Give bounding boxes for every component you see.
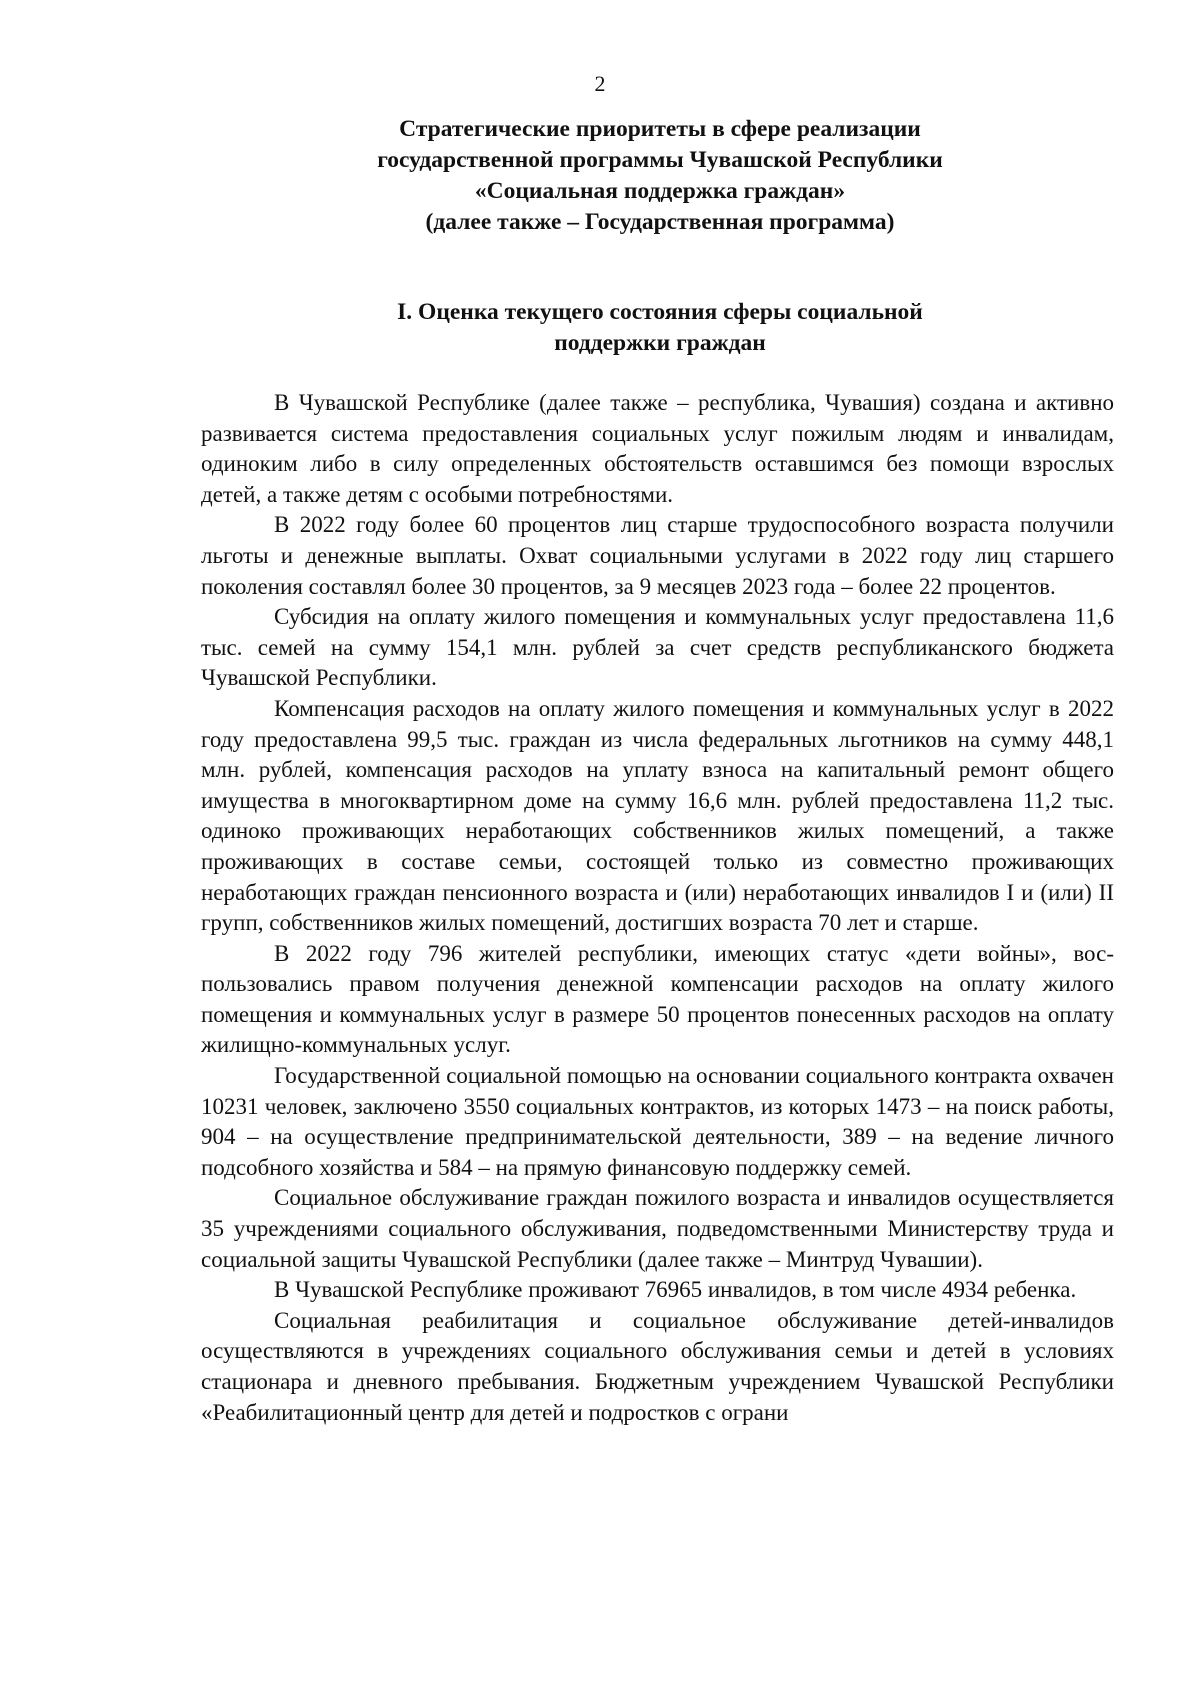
paragraph: Государственной социальной помощью на основании социального контракта охвачен 10231 человек, заключено 3550 социальных контрактов, из которых 1473 – на поиск работы, 904 – на осуществление предпринимательской деятельности, 389 – на ведение личного подсобного хозяйства и 584 – на прямую финансовую поддержку семей. [201, 1063, 1114, 1180]
page-number: 2 [594, 71, 606, 96]
paragraph: Субсидия на оплату жилого помещения и коммунальных услуг предоставлена 11,6 тыс. семей на сумму 154,1 млн. рублей за счет средств республиканского бюджета Чувашской Республики. [201, 604, 1114, 691]
paragraph: Компенсация расходов на оплату жилого помещения и коммунальных услуг в 2022 году предоставлена 99,5 тыс. граждан из числа федеральных льготников на сумму 448,1 млн. рублей, компенсация расходов на уплату взноса на капитальный ремонт общего имущества в многоквартирном доме на сумму 16,6 млн. рублей предоставлена 11,2 тыс. одиноко проживающих неработающих собственников жилых помещений, а также проживающих в составе семьи, состоящей только из совместно проживающих неработающих граждан пенсионного возраста и (или) неработающих инвалидов I и (или) II групп, собственников жилых помещений, достигших возраста 70 лет и старше. [201, 695, 1114, 936]
paragraph: Социальная реабилитация и социальное обслуживание детей-инвалидов осуществляются в учреждениях социального обслуживания семьи и детей в условиях стационара и дневного пребывания. Бюджетным учреждением Чувашской Республики «Реабилитационный центр для детей и подростков с ограни [201, 1307, 1114, 1425]
document-title-line: (далее также – Государственная программа) [425, 209, 895, 235]
section-heading-line: поддержки граждан [554, 330, 766, 356]
document-title-line: «Социальная поддержка граждан» [474, 178, 846, 204]
document-title-line: Стратегические приоритеты в сфере реализации [399, 116, 921, 142]
document-title-line: государственной программы Чувашской Республики [377, 147, 943, 173]
body-text [201, 388, 1114, 1428]
section-heading [200, 297, 1120, 359]
paragraph: Социальное обслуживание граждан пожилого возраста и инвалидов осуществляется 35 учреждениями социального обслуживания, подведомственными Министерству труда и социальной защиты Чувашской Республики (далее также – Минтруд Чувашии). [201, 1185, 1114, 1272]
paragraph: В 2022 году более 60 процентов лиц старше трудоспособного возраста получили льготы и денежные выплаты. Охват социальными услугами в 2022 году лиц старшего поколения составлял более 30 процентов, за 9 месяцев 2023 года – более 22 процентов. [201, 512, 1114, 599]
section-heading-line: I. Оценка текущего состояния сферы социальной [397, 299, 923, 325]
document-title [200, 114, 1120, 238]
paragraph: В Чувашской Республике (далее также – республика, Чувашия) создана и активно развивается система предоставления социальных услуг пожилым людям и инвалидам, одиноким либо в силу определенных обстоятельств оставшимся без помощи взрослых детей, а также детям с особыми потребностями. [201, 390, 1114, 507]
paragraph: В Чувашской Республике проживают 76965 инвалидов, в том числе 4934 ребенка. [274, 1277, 1077, 1303]
paragraph: В 2022 году 796 жителей республики, имеющих статус «дети войны», воспользовались правом получения денежной компенсации расходов на оплату жилого помещения и коммунальных услуг в размере 50 процентов понесенных расходов на оплату жилищно-коммунальных услуг. [201, 940, 1114, 1058]
